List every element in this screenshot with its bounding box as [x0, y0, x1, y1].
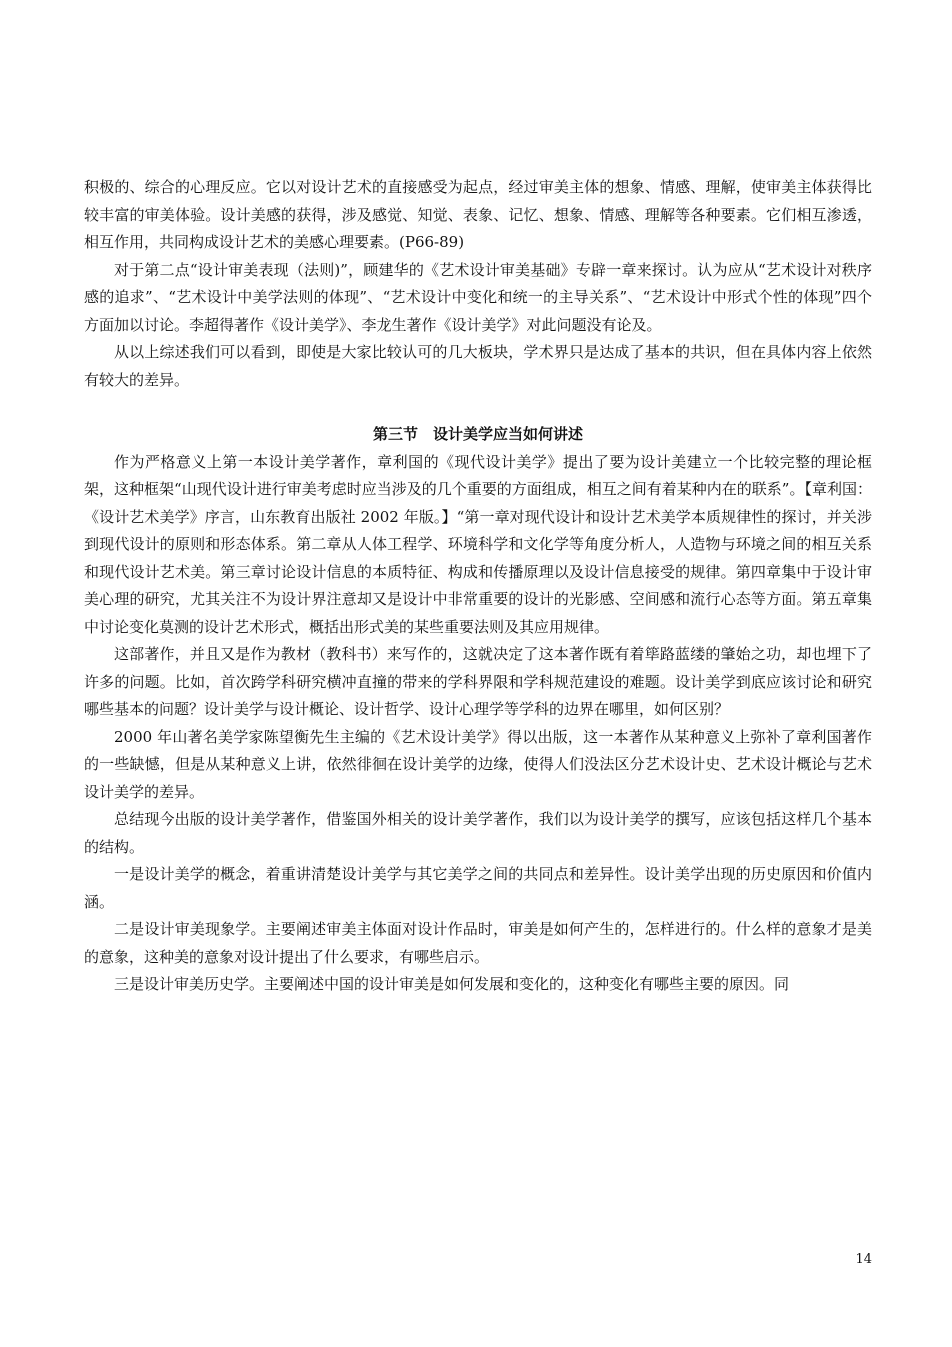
paragraph: 三是设计审美历史学。主要阐述中国的设计审美是如何发展和变化的，这种变化有哪些主要的原因。同	[114, 975, 790, 993]
paragraph: 总结现今出版的设计美学著作，借鉴国外相关的设计美学著作，我们以为设计美学的撰写，应该包括这样几个基本的结构。	[84, 810, 872, 856]
paragraph: 二是设计审美现象学。主要阐述审美主体面对设计作品时，审美是如何产生的，怎样进行的。什么样的意象才是美的意象，这种美的意象对设计提出了什么要求，有哪些启示。	[84, 920, 872, 966]
paragraph: 对于第二点“设计审美表现（法则)”，顾建华的《艺术设计审美基础》专辟一章来探讨。认为应从“艺术设计对秩序感的追求”、“艺术设计中美学法则的体现”、“艺术设计中变化和统一的主导关系”、“艺术设计中形式个性的体现”四个方面加以讨论。李超得著作《设计美学》、李龙生著作《设计美学》对此问题没有论及。	[84, 260, 872, 334]
paragraph: 这部著作，并且又是作为教材（教科书）来写作的，这就决定了这本著作既有着筚路蓝缕的肇始之功，却也埋下了许多的问题。比如，首次跨学科研究横冲直撞的带来的学科界限和学科规范建设的难题。设计美学到底应该讨论和研究哪些基本的问题？设计美学与设计概论、设计哲学、设计心理学等学科的边界在哪里，如何区别？	[84, 645, 872, 718]
paragraph: 从以上综述我们可以看到，即使是大家比较认可的几大板块，学术界只是达成了基本的共识，但在具体内容上依然有较大的差异。	[84, 343, 872, 389]
page-number: 14	[855, 1252, 872, 1267]
paragraph: 积极的、综合的心理反应。它以对设计艺术的直接感受为起点，经过审美主体的想象、情感、理解，使审美主体获得比较丰富的审美体验。设计美感的获得，涉及感觉、知觉、表象、记忆、想象、情感、理解等各种要素。它们相互渗透，相互作用，共同构成设计艺术的美感心理要素。(P66-89)	[84, 178, 872, 251]
page-content	[84, 174, 872, 999]
section-title: 第三节 设计美学应当如何讲述	[372, 425, 583, 443]
paragraph: 一是设计美学的概念，着重讲清楚设计美学与其它美学之间的共同点和差异性。设计美学出现的历史原因和价值内涵。	[84, 865, 872, 911]
paragraph: 2000 年山著名美学家陈望衡先生主编的《艺术设计美学》得以出版，这一本著作从某种意义上弥补了章利国著作的一些缺憾，但是从某种意义上讲，依然徘徊在设计美学的边缘，使得人们没法区分艺术设计史、艺术设计概论与艺术设计美学的差异。	[84, 727, 872, 801]
paragraph: 作为严格意义上第一本设计美学著作，章利国的《现代设计美学》提出了要为设计美建立一个比较完整的理论框架，这种框架“山现代设计进行审美考虑时应当涉及的几个重要的方面组成，相互之间有着某种内在的联系”。【章利国：《设计艺术美学》序言，山东教育出版社 2002 年版。】“第一章对现代设计和设计艺术美学本质规律性的探讨，并关涉到现代设计的原则和形态体系。第二章从人体工程学、环境科学和文化学等角度分析人，人造物与环境之间的相互关系和现代设计艺术美。第三章讨论设计信息的本质特征、构成和传播原理以及设计信息接受的规律。第四章集中于设计审美心理的研究，尤其关注不为设计界注意却又是设计中非常重要的设计的光影感、空间感和流行心态等方面。第五章集中讨论变化莫测的设计艺术形式，概括出形式美的某些重要法则及其应用规律。	[84, 452, 872, 636]
